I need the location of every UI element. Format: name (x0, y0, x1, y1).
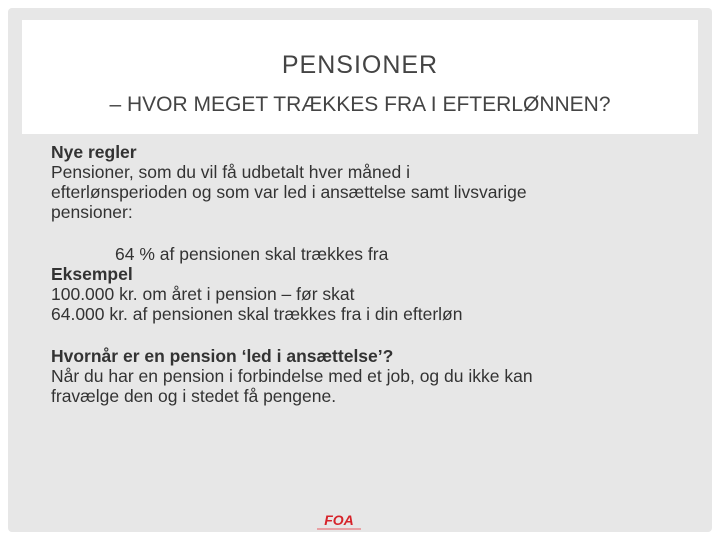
section-heading-question: Hvornår er en pension ‘led i ansættelse’? (51, 346, 394, 366)
page-title: PENSIONER (281, 51, 439, 79)
logo-text: FOA (324, 512, 354, 528)
page-subtitle: – HVOR MEGET TRÆKKES FRA I EFTERLØNNEN? (109, 93, 611, 116)
body-line: 100.000 kr. om året i pension – før skat (51, 284, 355, 304)
section-heading-example: Eksempel (51, 264, 133, 284)
foa-logo (313, 513, 365, 531)
slide-content (51, 142, 681, 406)
spacer (51, 324, 681, 346)
spacer (51, 222, 681, 244)
body-line: efterlønsperioden og som var led i ansættelse samt livsvarige (51, 182, 527, 202)
body-line: Pensioner, som du vil få udbetalt hver måned i (51, 162, 410, 182)
slide (8, 8, 712, 532)
section-heading-new-rules: Nye regler (51, 142, 137, 162)
body-line: 64.000 kr. af pensionen skal trækkes fra i din efterløn (51, 304, 463, 324)
body-line: Når du har en pension i forbindelse med et job, og du ikke kan (51, 366, 533, 386)
title-box (22, 20, 698, 134)
logo-underline (317, 528, 361, 530)
indented-line: 64 % af pensionen skal trækkes fra (115, 244, 389, 264)
body-line: fravælge den og i stedet få pengene. (51, 386, 337, 406)
body-line: pensioner: (51, 202, 133, 222)
